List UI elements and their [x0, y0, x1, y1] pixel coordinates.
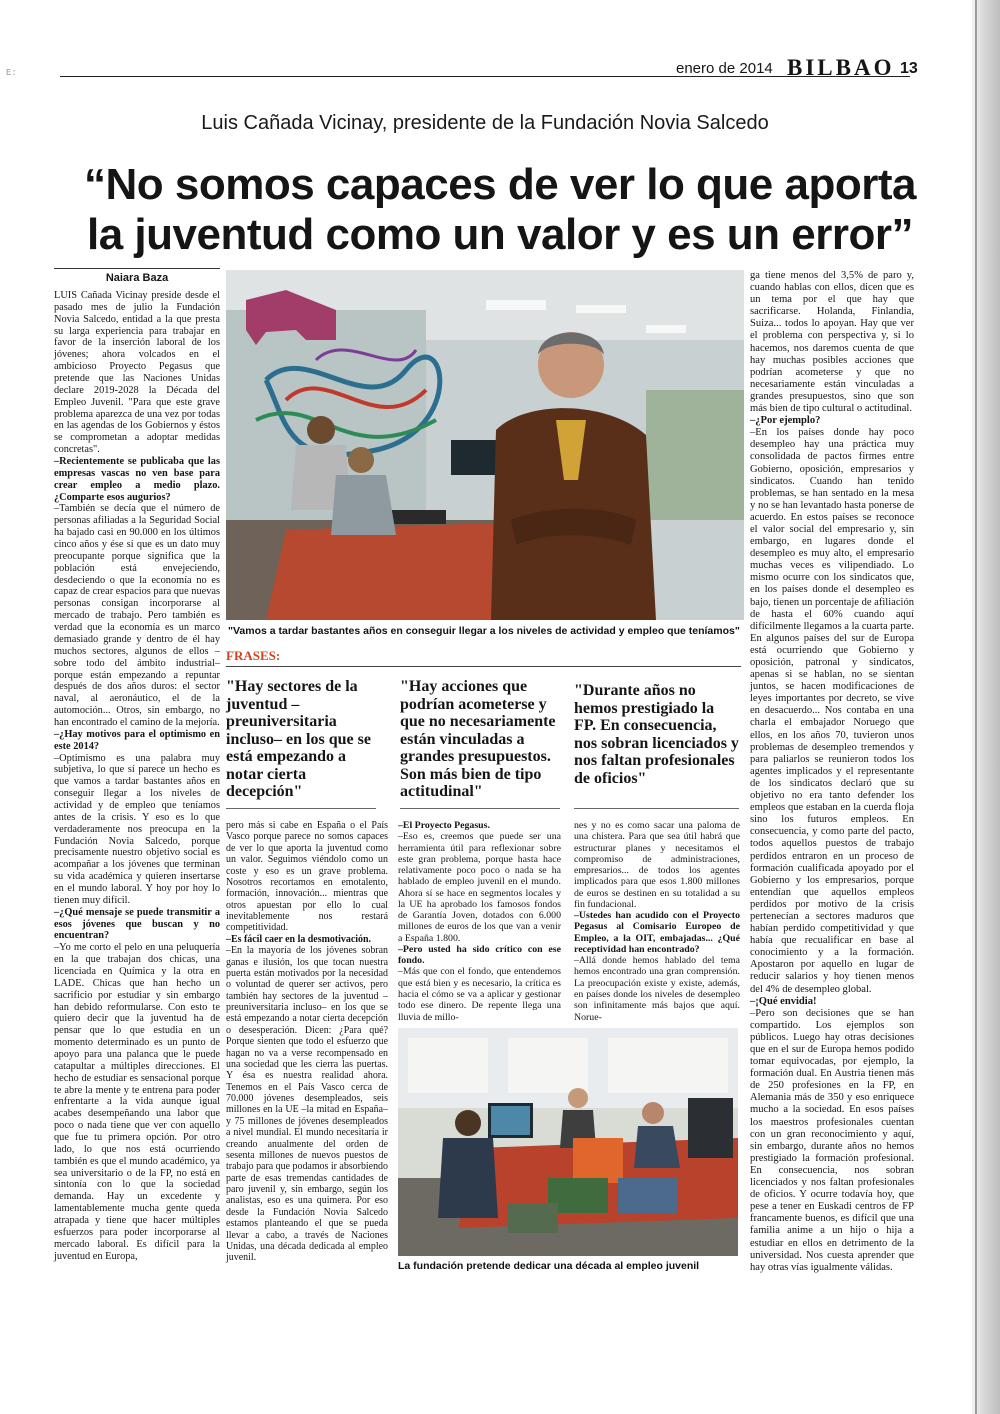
paragraph: –En la mayoría de los jóvenes sobran ganas e ilusión, los que tocan nuestra puerta están motivados por la necesidad o voluntad de querer ser activos, pero también hay sectores de la juventud –preuniversitaria incluso– en los que se está empezando a notar cierta decepción o desesperación. Dicen: ¿Para qué? Porque sienten que todo el esfuerzo que hagan no va a verse recompensado en una sociedad que les cierra las puertas. Y ésa es nuestra realidad ahora. Tenemos en el País Vasco cerca de 70.000 jóvenes desempleados, seis millones en la UE –la mitad en España– y 75 millones de jóvenes desempleados a nivel mundial. El mundo necesitaría ir creando anualmente del orden de sesenta millones de nuevos puestos de trabajo para que podamos ir absorbiendo parte de esas tremendas cantidades de paro juvenil y, sin embargo, según los analistas, eso es una quimera. Por eso desde la Fundación Novia Salcedo estamos planteando el que se pueda llevar a cabo, a través de Naciones Unidas, una década dedicada al empleo juvenil. — [226, 945, 388, 1264]
frases-rule — [226, 666, 741, 667]
question: –Es fácil caer en la desmotivación. — [226, 933, 371, 945]
question: –¿Por ejemplo? — [750, 415, 821, 427]
header-rule — [60, 76, 910, 77]
paragraph: –Yo me corto el pelo en una peluquería en la que trabajan dos chicas, una licenciada en Química y la otra en LADE. Chicas que han hecho un sacrificio por estudiar y sin embargo han debido reformularse. Con esto te quiero decir que la juventud ha de pensar que lo que estudia en un momento determinado es un punto de apoyo para una palanca que le puede catapultar a múltiples direcciones. El hecho de estudiar es sensacional porque te abre la mente y te entrena para poder enfrentarte a la vida aunque igual acabes desempeñando una labor que poco o nada tiene que ver con aquello que fue tu primera opción. Por otro lado, lo que nos está ocurriendo también es que el mundo académico, ya sea universitario o de la FP, no está en sintonía con lo que la sociedad demanda. Hay un excedente y lamentablemente mucha gente queda atrapada y tiene que hacer múltiples esfuerzos para poder incorporarse al mercado laboral. Es difícil para la juventud en Europa, — [54, 942, 220, 1262]
question: –Ustedes han acudido con el Proyecto Pegasus al Comisario Europeo de Empleo, a la OIT, embajadas... ¿Qué receptividad han encontrado? — [574, 910, 740, 955]
question: –Recientemente se publicaba que las empresas vascas no ven base para crear empleo a medio plazo. ¿Comparte esos augurios? — [54, 456, 220, 503]
paragraph: ga tiene menos del 3,5% de paro y, cuando hablas con ellos, dicen que es un tema por el que hay que sacrificarse. Holanda, Finlandia, Suiza... todos lo apoyan. Hay que ver el problema con perspectiva y, si lo hacemos, nos daremos cuenta de que hay muchas posibles acciones que podrían acometerse y que no necesariamente están vinculadas a grandes presupuestos, sino que son más bien de tipo cultural o actitudinal. — [750, 270, 914, 415]
workshop-photo-caption: La fundación pretende dedicar una década al empleo juvenil — [398, 1260, 700, 1272]
question: –¡Qué envidia! — [750, 995, 817, 1007]
question: –El Proyecto Pegasus. — [398, 820, 490, 831]
paragraph: –Allá donde hemos hablado del tema hemos encontrado una gran comprensión. La preocupación existe y existe, además, en países donde los niveles de desempleo son infinitamente más bajos que aquí. Norue- — [574, 955, 740, 1023]
workshop-photo — [398, 1028, 738, 1256]
paragraph: –Eso es, creemos que puede ser una herramienta útil para reflexionar sobre este gran problema, porque hasta hace relativamente poco poco o nada se ha hablado de empleo juvenil en el mundo. Ahora sí se hace en segmentos locales y la UE ha aprobado los famosos fondos de Garantía Joven, dotados con 6.000 millones de euros de los que van a venir a España 1.800. — [398, 831, 561, 944]
headline-line-1: “No somos capaces de ver lo que aporta — [84, 160, 916, 209]
scan-mark: E: — [6, 68, 17, 78]
column-5 — [750, 270, 914, 1274]
pull-quote-2: "Hay acciones que podrían acometerse y que no necesariamente están vinculadas a grandes presupuestos. Son más bien de tipo actitudinal" — [400, 678, 556, 800]
newspaper-name: BILBAO — [787, 55, 895, 80]
paragraph: nes y no es como sacar una paloma de una chistera. Para que sea útil habrá que estructurar planes y necesitamos el compromiso de administraciones, empresarios... de todos los agentes implicados para que esos 1.800 millones de euros se destinen en su totalidad a su fin fundacional. — [574, 820, 740, 910]
question: –¿Hay motivos para el optimismo en este 2014? — [54, 728, 220, 752]
paragraph: pero más si cabe en España o el País Vasco porque parece no somos capaces de ver lo que aporta la juventud como un valor. Seguimos viéndolo como un coste y eso es un grave problema. Nosotros recortamos en emotalento, formación, innovación... mientras que otros apuestan por ello lo cual inevitablemente nos restará competitividad. — [226, 820, 388, 934]
headline-line-2: la juventud como un valor y es un error” — [87, 210, 913, 259]
page-edge — [972, 0, 1000, 1414]
pull-quote-1: "Hay sectores de la juventud –preuniversitaria incluso– en los que se está empezando a notar cierta decepción" — [226, 678, 371, 800]
header-date: enero de 2014 — [676, 60, 773, 77]
column-2 — [226, 820, 388, 1264]
main-photo — [226, 270, 744, 620]
question: –Pero usted ha sido crítico con ese fondo. — [398, 943, 561, 967]
column-3 — [398, 820, 561, 1023]
paragraph: –Pero son decisiones que se han compartido. Los ejemplos son públicos. Luego hay otras decisiones que en el sur de Europa hemos podido tomar equivocadas, por ejemplo, la formación dual. En Austria tienen más de 250 profesiones en la FP, en Alemania más de 350 y eso enriquece mucho a la sociedad. En esos países los maestros profesionales cuentan con un gran reconocimiento y aquí, sin embargo, durante años no hemos prestigiado la formación profesional. En consecuencia, nos sobran licenciados y nos faltan profesionales de oficios. Y ocurre todavía hoy, que pese a tener en Euskadi centros de FP francamente buenos, es difícil que una familia anime a un hijo o hija a estudiar en ellos en detrimento de la universidad. Nos cuesta aprender que hay otras vías igualmente válidas. — [750, 1007, 914, 1273]
paragraph: –Optimismo es una palabra muy subjetiva, lo que sí parece un hecho es que vamos a tardar bastantes años en conseguir llegar a los niveles de actividad y de empleo que teníamos antes de la crisis. Y eso es lo que verdaderamente nos preocupa en la Fundación Novia Salcedo, porque precisamente nuestro objetivo social es acompañar a los jóvenes que terminan su vida académica y quieren insertarse en el mundo laboral. Y hoy por hoy lo tienen muy difícil. — [54, 752, 220, 906]
workshop-illustration — [398, 1028, 738, 1256]
paragraph: –Más que con el fondo, que entendemos que está bien y es necesario, la crítica es hacia el cómo se va a aplicar y gestionar todo ese dinero. De repente llega una lluvia de millo- — [398, 966, 561, 1023]
paragraph: –También se decía que el número de personas afiliadas a la Seguridad Social ha bajado casi en 90.000 en los últimos cinco años y ése sí que es un dato muy preocupante porque significa que la población está envejeciendo, desdeciendo o que la economía no es capaz de crear espacios para que nuevas personas consigan incorporarse al mercado de trabajo. Pero también es verdad que la economía es un marco demasiado grande y dentro de él hay muchos sectores, algunos de ellos –sobre todo del ámbito industrial– porque están empezando a repuntar después de dos años duros: el sector naval, al aeronáutico, el de la automoción... Otros, sin embargo, no han encontrado el camino de la mejoría. — [54, 503, 220, 728]
frases-label: FRASES: — [226, 648, 281, 663]
question: –¿Qué mensaje se puede transmitir a esos jóvenes que buscan y no encuentran? — [54, 906, 220, 942]
main-photo-caption: "Vamos a tardar bastantes años en conseguir llegar a los niveles de actividad y empleo que teníamos" — [228, 625, 740, 637]
quote-rule — [574, 808, 739, 809]
headline — [60, 160, 940, 260]
column-1 — [54, 290, 220, 1262]
byline: Naiara Baza — [105, 272, 169, 284]
office-portrait-illustration — [226, 270, 744, 620]
byline-rule — [54, 268, 220, 269]
page-number: 13 — [900, 60, 918, 77]
quote-rule — [226, 808, 376, 809]
pull-quote-3: "Durante años no hemos prestigiado la FP. En consecuencia, nos sobran licenciados y nos faltan profesionales de oficios" — [574, 682, 739, 787]
paragraph: –En los países donde hay poco desempleo hay una práctica muy consolidada de pactos firmes entre Gobierno, oposición, empresarios y sindicatos. Cuando han tenido problemas, se han sentado en la mesa y no se han levantado hasta ponerse de acuerdo. En estos países se reconoce el valor social del empresario y, sin embargo, en lugares donde el desempleo es muy alto, el empresario muchas veces es vilipendiado. Lo mismo ocurre con los sindicatos que, en los países donde el desempleo es bajo, tienen un porcentaje de afiliación de hasta el 60% cuando aquí difícilmente llegamos a la cuarta parte. En algunos países del sur de Europa está ocurriendo que Gobierno y oposición, patronal y sindicatos, apenas si se hablan, no se sientan juntos, se hacen modificaciones de leyes importantes por decreto, se vive en desacuerdo... Nos contaba en una charla el embajador Noruego que ellos, en los años 70, tuvieron unos problemas de desempleo tremendos y para paliarlos se reunieron todos los agentes implicados y el representante de los sindicatos declaró que su objetivo no era tanto defender los empleos que estaban en la cuerda floja sino los futuros empleos. En consecuencia, y como parte del pacto, todos aquellos puestos de trabajo perdidos entraron en un proceso de formación cualificada apoyado por el Gobierno y los empresarios, porque entendían que aquellos empleos perdidos por motivo de la crisis pertenecían a sectores maduros que habían perdido competitividad y que había que recualificar en base al conocimiento y a la formación. Apostaron por aquello en lugar de reducir salarios y hoy tienen menos del 4% de desempleo global. — [750, 427, 914, 995]
column-4 — [574, 820, 740, 1023]
quote-rule — [400, 808, 560, 809]
kicker: Luis Cañada Vicinay, presidente de la Fundación Novia Salcedo — [201, 112, 769, 134]
paragraph: LUIS Cañada Vicinay preside desde el pasado mes de julio la Fundación Novia Salcedo, entidad a la que presta su larga experiencia para trabajar en favor de la inserción laboral de los jóvenes; ahora volcados en el ambicioso Proyecto Pegasus que pretende que las Naciones Unidas declare 2019-2028 la Década del Empleo Juvenil. "Para que este grave problema aparezca de una vez por todas en las agendas de los Gobiernos y éstos se comprometan a adoptar medidas concretas". — [54, 290, 220, 456]
